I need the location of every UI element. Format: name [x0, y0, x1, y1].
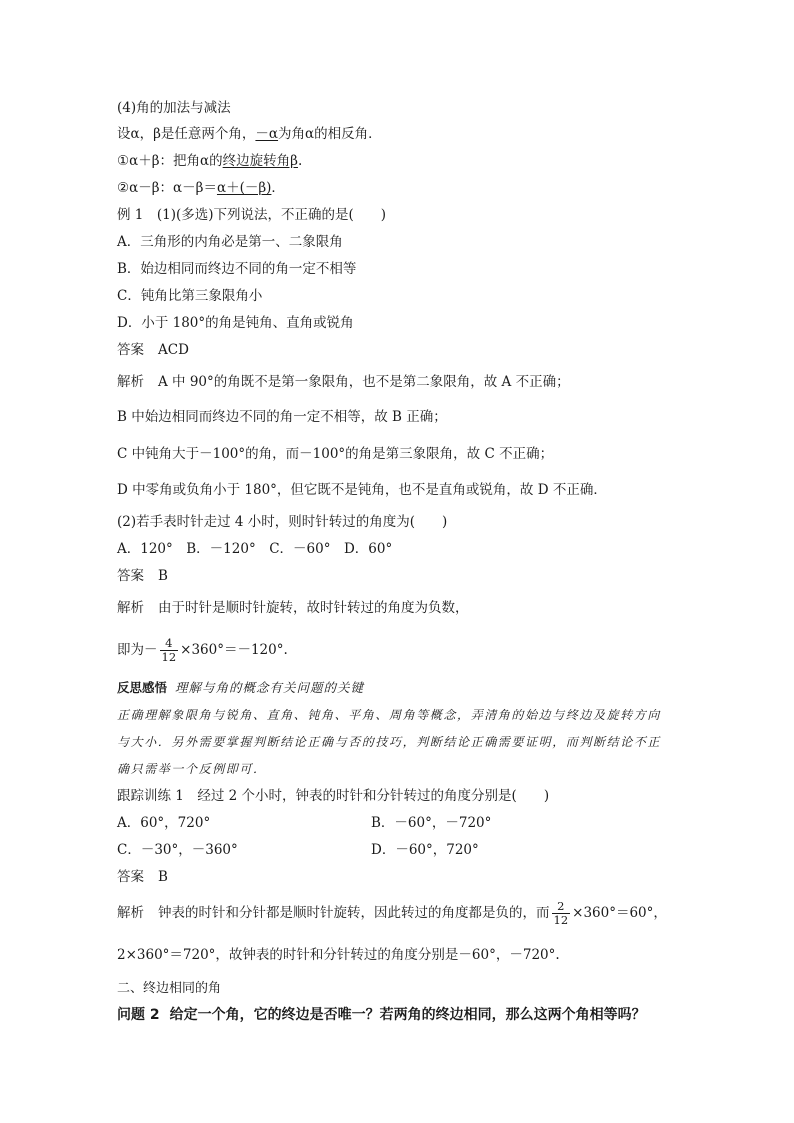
reflection-title: 反思感悟 理解与角的概念有关问题的关键 — [117, 680, 365, 695]
example2-analysis: 解析 由于时针是顺时针旋转，故时针转过的角度为负数， — [117, 600, 469, 616]
opposite-angle-term: －α — [255, 126, 279, 142]
example1-analysis-c: C 中钝角大于－100°的角，而－100°的角是第三象限角，故 C 不正确； — [117, 446, 554, 462]
example1-analysis-d: D 中零角或负角小于 180°，但它既不是钝角，也不是直角或锐角，故 D 不正确． — [117, 482, 607, 498]
reflection-line-3: 确只需举一个反例即可． — [117, 762, 267, 776]
training1-option-b: B．－60°，－720° — [371, 815, 492, 831]
reflection-line-2: 与大小．另外需要掌握判断结论正确与否的技巧，判断结论正确需要证明，而判断结论不正 — [117, 735, 662, 749]
example1-stem: 例 1 (1)(多选)下列说法，不正确的是( ) — [117, 207, 387, 223]
example1-option-a: A．三角形的内角必是第一、二象限角 — [117, 234, 343, 250]
part4-addition: ①α＋β：把角α的终边旋转角β. — [117, 153, 303, 169]
addition-term: 终边旋转角β — [222, 153, 298, 169]
training1-options-row-2 — [117, 840, 677, 860]
section-heading: 二、终边相同的角 — [117, 981, 222, 996]
subtraction-term: α＋(－β) — [216, 180, 272, 196]
example1-option-d: D．小于 180°的角是钝角、直角或锐角 — [117, 315, 354, 331]
fraction-2-12: $\frac{2}{12}$ — [553, 899, 569, 927]
part4-subtraction: ②α－β：α－β＝α＋(－β)． — [117, 180, 285, 196]
training1-options-row-1 — [117, 813, 677, 833]
fraction-4-12: $\frac{4}{12}$ — [161, 636, 177, 664]
example1-option-c: C．钝角比第三象限角小 — [117, 288, 263, 304]
example2-options: A．120° B．－120° C．－60° D．60° — [117, 541, 393, 557]
part4-heading: (4)角的加法与减法 — [117, 100, 231, 116]
training1-analysis-b: 2×360°＝720°，故钟表的时针和分针转过的角度分别是－60°，－720°. — [117, 947, 560, 963]
example1-analysis-b: B 中始边相同而终边不同的角一定不相等，故 B 正确； — [117, 409, 447, 425]
reflection-line-1: 正确理解象限角与锐角、直角、钝角、平角、周角等概念，弄清角的始边与终边及旋转方向 — [117, 708, 662, 722]
example2-stem: (2)若手表时针走过 4 小时，则时针转过的角度为( ) — [117, 514, 448, 530]
training1-option-d: D．－60°，720° — [371, 842, 479, 858]
example1-option-b: B．始边相同而终边不同的角一定不相等 — [117, 261, 357, 277]
example2-calculation: 即为－ $\frac{4}{12}$ ×360°＝－120°. — [117, 636, 288, 664]
question-2: 问题 2 给定一个角，它的终边是否唯一？若两角的终边相同，那么这两个角相等吗？ — [117, 1007, 646, 1023]
training1-analysis-a: 解析 钟表的时针和分针都是顺时针旋转，因此转过的角度都是负的，而 $\frac{2}{12}$ ×360°＝60°， — [117, 899, 667, 927]
part4-definition: 设α，β是任意两个角，－α为角α的相反角． — [117, 126, 382, 142]
training1-stem: 跟踪训练 1 经过 2 个小时，钟表的时针和分针转过的角度分别是( ) — [117, 788, 550, 804]
training1-answer: 答案 B — [117, 869, 168, 885]
example1-analysis-a: 解析 A 中 90°的角既不是第一象限角，也不是第二象限角，故 A 不正确； — [117, 374, 570, 390]
example1-answer: 答案 ACD — [117, 342, 189, 358]
training1-option-c: C．－30°，－360° — [117, 842, 238, 858]
training1-option-a: A．60°，720° — [117, 815, 211, 831]
example2-answer: 答案 B — [117, 568, 168, 584]
